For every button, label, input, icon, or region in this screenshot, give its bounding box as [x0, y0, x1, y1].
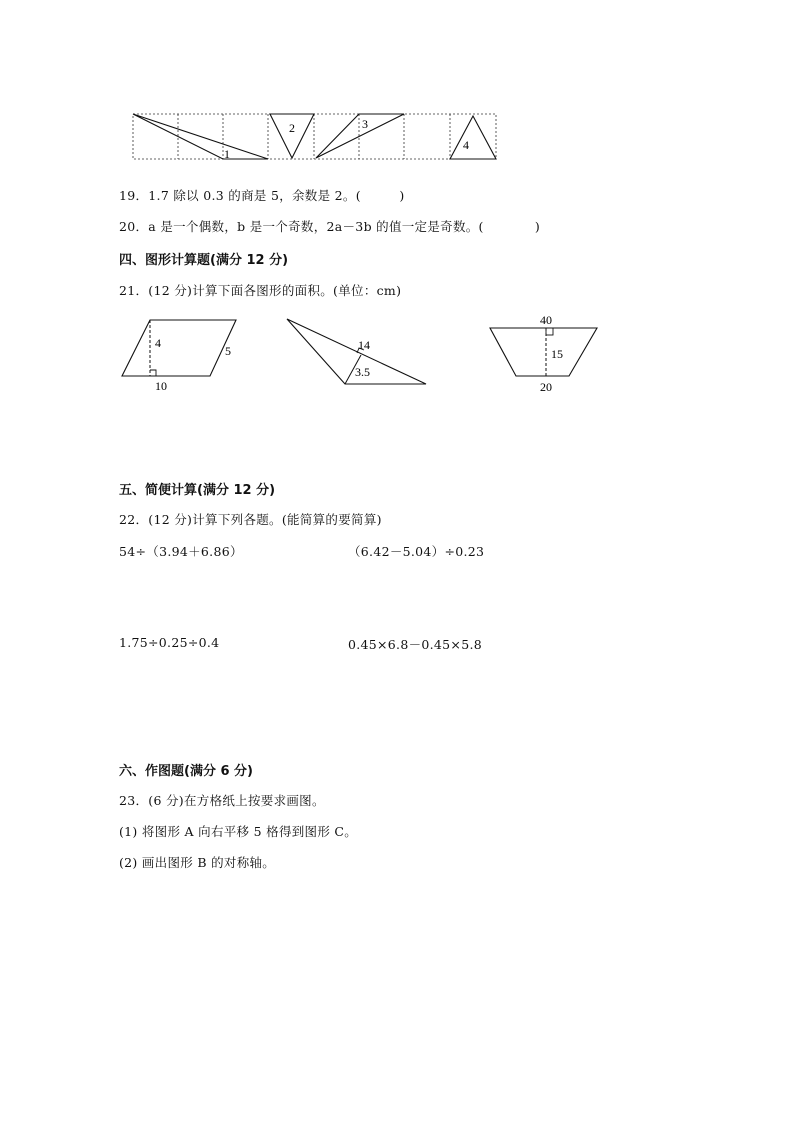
question-22: 22．(12 分)计算下列各题。(能简算的要简算) — [119, 512, 382, 527]
triangle-4 — [450, 116, 496, 159]
calc-item-2: （6.42－5.04）÷0.23 — [348, 544, 485, 559]
section-6-title: 六、作图题(满分 6 分) — [119, 764, 253, 779]
triangle-4-label: 4 — [463, 138, 469, 152]
parallelogram-height-label: 4 — [155, 336, 161, 350]
parallelogram-figure — [122, 320, 236, 393]
triangle-3 — [316, 114, 404, 158]
grid-outline — [133, 114, 496, 159]
question-19: 19．1.7 除以 0.3 的商是 5，余数是 2。( ) — [119, 188, 405, 203]
calc-item-4: 0.45×6.8－0.45×5.8 — [348, 637, 482, 652]
parallelogram-side-label: 5 — [225, 344, 231, 358]
triangle-base-label: 14 — [358, 338, 370, 352]
calc-item-1: 54÷（3.94＋6.86） — [119, 544, 243, 559]
question-23: 23．(6 分)在方格纸上按要求画图。 — [119, 793, 325, 808]
question-20: 20．a 是一个偶数，b 是一个奇数，2a－3b 的值一定是奇数。( ) — [119, 219, 541, 234]
triangle-figure — [287, 319, 426, 384]
trapezoid-height-label: 15 — [551, 347, 563, 361]
parallelogram-base-label: 10 — [155, 379, 167, 393]
section-5-title: 五、简便计算(满分 12 分) — [119, 483, 276, 498]
triangle-3-label: 3 — [362, 117, 368, 131]
question-21: 21．(12 分)计算下面各图形的面积。(单位：cm) — [119, 283, 402, 298]
question-23-sub1: (1) 将图形 A 向右平移 5 格得到图形 C。 — [119, 824, 358, 839]
grid-figure — [0, 0, 794, 200]
trapezoid-top-label: 40 — [540, 313, 552, 327]
triangle-1-label: 1 — [224, 147, 230, 161]
section-4-title: 四、图形计算题(满分 12 分) — [119, 253, 289, 268]
question-23-sub2: (2) 画出图形 B 的对称轴。 — [119, 855, 276, 870]
triangle-2-label: 2 — [289, 121, 295, 135]
triangle-1 — [133, 114, 268, 159]
trapezoid-figure — [490, 313, 597, 394]
trapezoid-bottom-label: 20 — [540, 380, 552, 394]
area-figures — [0, 300, 794, 400]
triangle-height-label: 3.5 — [355, 365, 370, 379]
calc-item-3: 1.75÷0.25÷0.4 — [119, 635, 220, 650]
